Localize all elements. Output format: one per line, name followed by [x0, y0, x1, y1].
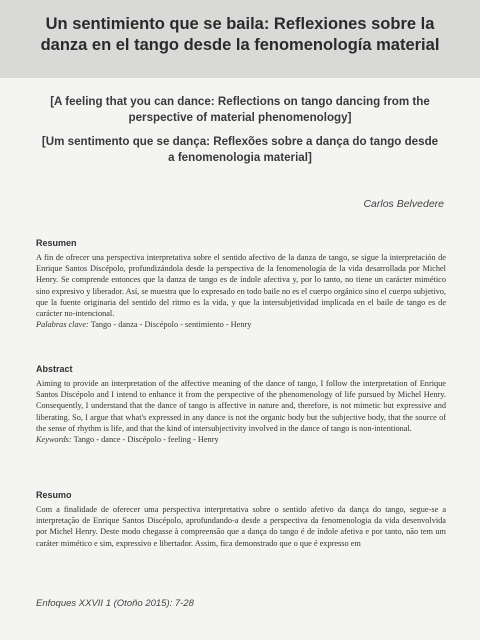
resumo-text: Com a finalidade de oferecer uma perspectiva interpretativa sobre o sentido afetivo da dança do tango, segue-se a interpretação de Enrique Santos Discépolo, aprofundando-a desde a perspectiva da fenomenologia da vida desenvolvida por Michel Henry. Deste modo chegasse à compreensão que a dança do tango é de índole afetiva e por tanto, não tem um caráter mimético e sim, expressivo e libertador. Assim, fica demonstrado que o que é expresso em: [36, 505, 446, 548]
title-spanish: Un sentimiento que se baila: Reflexiones sobre la danza en el tango desde la fenomenología material: [40, 15, 440, 54]
keywords-value: Tango - dance - Discépolo - feeling - Henry: [73, 435, 219, 445]
resumen-text: A fin de ofrecer una perspectiva interpretativa sobre el sentido afectivo de la danza de tango, se sigue la interpretación de Enrique Santos Discépolo, profundizándola desde la perspectiva de la fenomenología de la vida desarrollada por Michel Henry. Se comprende entonces que la danza de tango es de índole afectiva y, por lo tanto, no tiene un carácter mimético sino expresivo y liberador. Así, se muestra que lo expresado en todo baile no es el cuerpo orgánico sino el cuerpo subjetivo, que la fuente originaria del sentido del ritmo es la vida, y que la intersubjetividad implicada en el baile de tango es de carácter no-intencional.: [36, 253, 446, 319]
resumen-keywords: [36, 319, 446, 330]
abstract-text: Aiming to provide an interpretation of the affective meaning of the dance of tango, I follow the interpretation of Enrique Santos Discépolo and I intend to enhance it from the perspective of the phenomenology of life pursued by Michel Henry. Consequently, I understand that the dance of tango is affective in nature and, therefore, is not mimetic but expressive and liberating. So, I argue that what's expressed in any dance is not the organic body but the subjective body, that the source of the sense of rhythm is life, and that the kind of intersubjectivity involved in the dance of tango is non-intentional.: [36, 379, 446, 433]
abstract-section: [36, 378, 446, 445]
abstract-keywords: [36, 434, 446, 445]
journal-footer: Enfoques XXVII 1 (Otoño 2015): 7-28: [36, 598, 194, 609]
title-portuguese: [Um sentimento que se dança: Reflexões sobre a dança do tango desde a fenomenologia material]: [41, 135, 439, 164]
keywords-label: Palabras clave:: [36, 320, 89, 330]
resumen-section: [36, 252, 446, 330]
title-english: [A feeling that you can dance: Reflections on tango dancing from the perspective of material phenomenology]: [50, 95, 430, 124]
resumen-heading: Resumen: [36, 238, 77, 248]
abstract-heading: Abstract: [36, 364, 73, 374]
author-name: Carlos Belvedere: [363, 198, 444, 210]
resumo-section: [36, 504, 446, 549]
keywords-label: Keywords:: [36, 435, 72, 445]
keywords-value: Tango - danza - Discépolo - sentimiento - Henry: [90, 320, 252, 330]
resumo-heading: Resumo: [36, 490, 72, 500]
